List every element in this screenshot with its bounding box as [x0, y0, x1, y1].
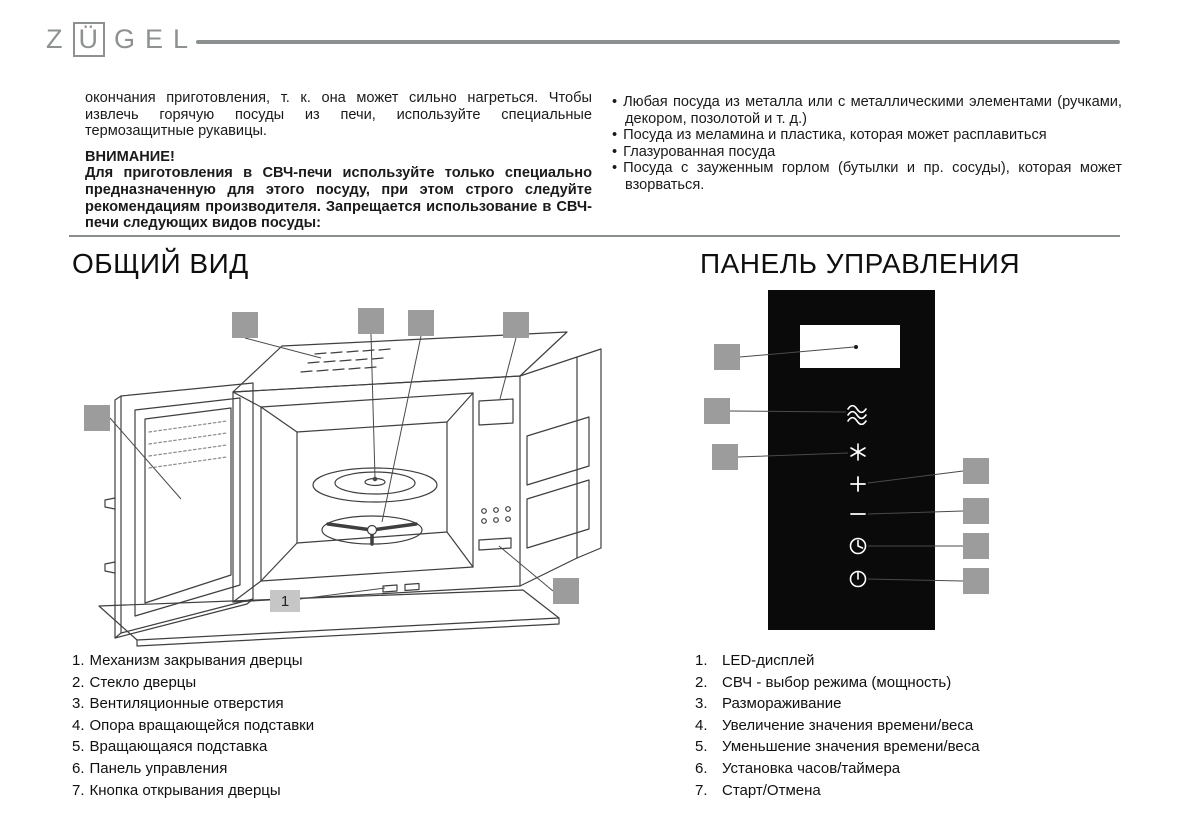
legend-item-number: 6.: [695, 759, 708, 777]
callout-square: [503, 312, 529, 338]
microwave-figure: [75, 300, 605, 650]
legend-item: [72, 650, 532, 672]
callout-square: [232, 312, 258, 338]
callout-label-1: 1: [280, 593, 290, 610]
legend-item: [72, 758, 532, 780]
legend-item: [695, 715, 1165, 737]
legend-item-number: 1.: [695, 652, 708, 669]
legend-item-label: СВЧ - выбор режима (мощность): [722, 673, 952, 691]
oven-cavity: [233, 392, 473, 602]
callout-square: [963, 568, 989, 594]
legend-item-label: Вентиляционные отверстия: [89, 695, 284, 713]
intro-left-column: [85, 90, 592, 232]
legend-item: [72, 693, 532, 715]
oven-control-panel-strip: [479, 399, 513, 550]
legend-item: [72, 736, 532, 758]
legend-item-number: 2.: [695, 673, 708, 691]
callout-square: [84, 405, 110, 431]
legend-item-number: 4.: [72, 716, 85, 734]
turntable-roller-support: [322, 516, 422, 544]
legend-item: [695, 672, 1165, 694]
led-display: [800, 325, 900, 368]
warning-text: Для приготовления в СВЧ-печи используйте только специально предназначенную для этого посуду, при этом строго следуйте рекомендациям производителя. Запрещается использование в СВЧ-печи следующих видов посуды:: [85, 165, 592, 232]
front-face: [233, 376, 520, 602]
bullet-item: • Глазурованная посуда: [612, 144, 1122, 161]
legend-item: [695, 736, 1165, 758]
bullet-item: • Посуда с зауженным горлом (бутылки и пр. сосуды), которая может взорваться.: [612, 160, 1122, 193]
overview-legend: [72, 650, 532, 801]
legend-item: [695, 758, 1165, 780]
legend-item-label: Механизм закрывания дверцы: [89, 652, 303, 669]
callout-square: [704, 398, 730, 424]
legend-item-label: LED-дисплей: [722, 652, 815, 669]
legend-item-number: 4.: [695, 716, 708, 734]
legend-item-number: 7.: [72, 781, 85, 799]
oven-body: [233, 332, 601, 602]
intro-right-column: [612, 94, 1122, 194]
legend-item-number: 7.: [695, 781, 708, 799]
callout-square: [408, 310, 434, 336]
overview-section-title: ОБЩИЙ ВИД: [72, 248, 249, 279]
bullet-item: • Любая посуда из металла или с металлическими элементами (ручками, декором, позолотой и т. д.): [612, 94, 1122, 127]
panel-section-title: ПАНЕЛЬ УПРАВЛЕНИЯ: [700, 248, 1021, 279]
logo-letter: G: [114, 24, 137, 55]
legend-item-label: Вращающаяся подставка: [89, 738, 268, 756]
legend-item: [72, 780, 532, 802]
legend-item-number: 5.: [695, 738, 708, 756]
legend-item-label: Размораживание: [722, 695, 842, 713]
callout-square: [553, 578, 579, 604]
legend-item-number: 3.: [72, 695, 85, 713]
legend-item-label: Опора вращающейся подставки: [89, 716, 315, 734]
base-platform: [99, 590, 559, 646]
legend-item: [695, 650, 1165, 672]
door-glass: [135, 398, 240, 616]
legend-item-label: Старт/Отмена: [722, 781, 821, 799]
mount-bracket-top: [527, 417, 589, 485]
vent-slots: [301, 349, 390, 372]
legend-item-label: Кнопка открывания дверцы: [89, 781, 281, 799]
legend-item: [695, 780, 1165, 802]
logo-letter: E: [145, 24, 165, 55]
legend-item-number: 3.: [695, 695, 708, 713]
control-panel-figure: [690, 288, 1110, 638]
mount-bracket-bottom: [527, 480, 589, 548]
legend-item: [72, 715, 532, 737]
legend-item-number: 2.: [72, 673, 85, 691]
legend-item: [72, 672, 532, 694]
callout-square: [963, 458, 989, 484]
intro-paragraph: окончания приготовления, т. к. она может сильно нагреться. Чтобы извлечь горячую посуды из печи, используйте специальные термозащитные рукавицы.: [85, 90, 592, 140]
legend-item-number: 5.: [72, 738, 85, 756]
brand-rule: [196, 40, 1120, 44]
callout-square: [712, 444, 738, 470]
legend-item: [695, 693, 1165, 715]
callout-squares: [84, 308, 579, 612]
section-divider: [69, 235, 1120, 237]
legend-item-label: Панель управления: [89, 759, 228, 777]
door-open-button: [479, 538, 511, 550]
callout-square: [358, 308, 384, 334]
bullet-item: • Посуда из меламина и пластика, которая может расплавиться: [612, 127, 1122, 144]
logo-letter: L: [173, 24, 190, 55]
callout-square: [963, 533, 989, 559]
brand-logo: [46, 22, 189, 57]
warning-title: ВНИМАНИЕ!: [85, 148, 175, 165]
callout-lines: [110, 334, 553, 599]
legend-item-number: 1.: [72, 652, 85, 669]
logo-letter: Z: [46, 24, 64, 55]
legend-item-label: Увеличение значения времени/веса: [722, 716, 974, 734]
door-latch-hooks: [105, 498, 115, 573]
oven-display: [479, 399, 513, 425]
legend-item-label: Установка часов/таймера: [722, 759, 901, 777]
callout-square: [963, 498, 989, 524]
logo-letter-boxed: Ü: [73, 22, 106, 57]
forbidden-cookware-list: [612, 94, 1122, 194]
panel-legend: [695, 650, 1165, 801]
callout-square: [714, 344, 740, 370]
legend-item-label: Стекло дверцы: [89, 673, 197, 691]
side-face: [520, 349, 601, 586]
legend-item-number: 6.: [72, 759, 85, 777]
legend-item-label: Уменьшение значения времени/веса: [722, 738, 980, 756]
door-latch-slots: [383, 584, 419, 593]
oven-door: [105, 383, 253, 638]
